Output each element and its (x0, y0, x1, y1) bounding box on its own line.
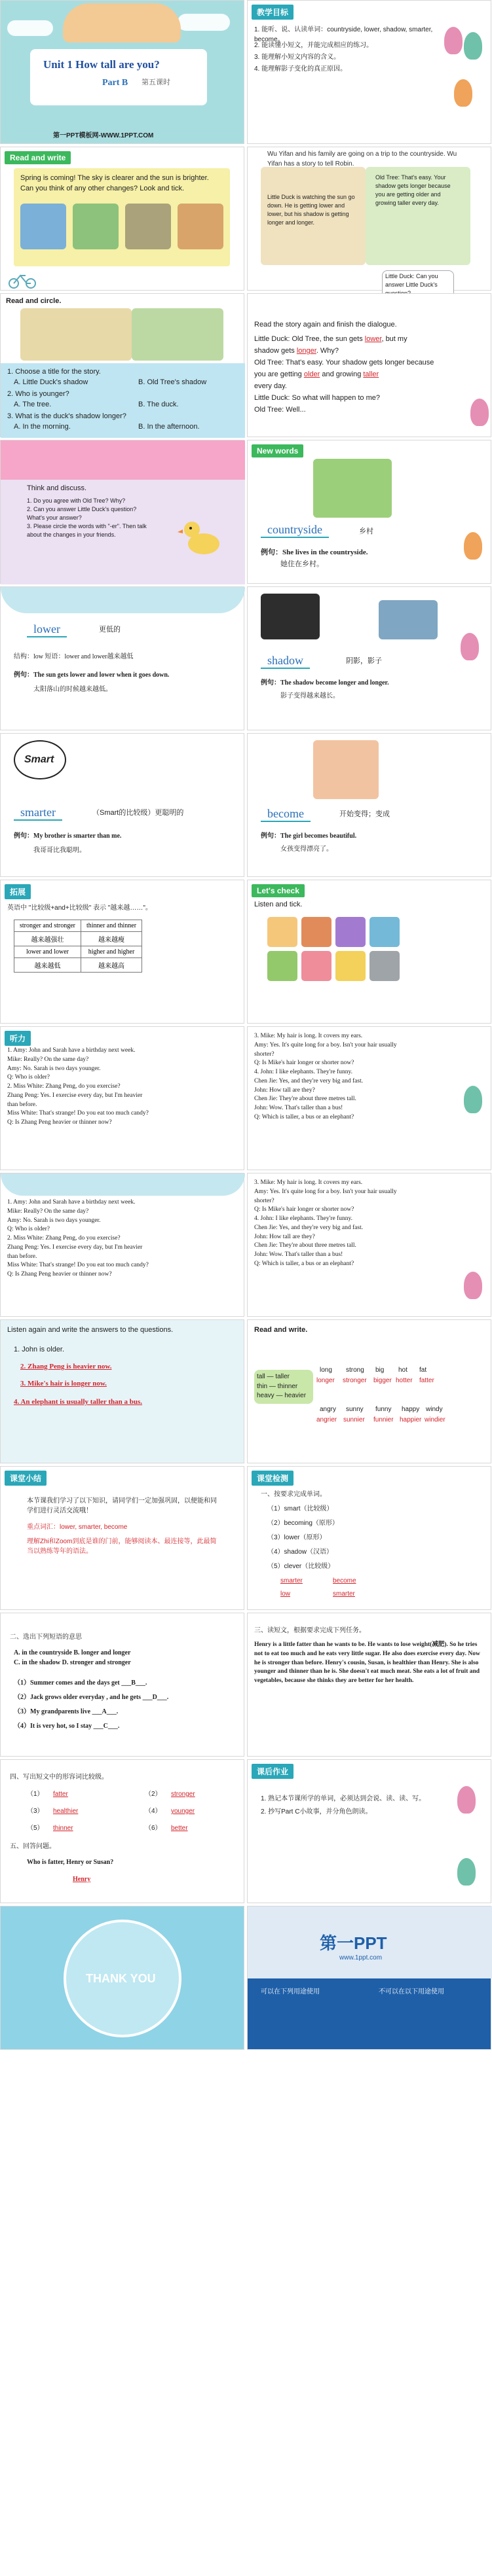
q1-a[interactable]: A. Little Duck's shadow (14, 378, 88, 386)
slide-lets-check[interactable] (247, 880, 491, 1024)
test-title: 一、按要求完成单词。 (261, 1491, 326, 1498)
example-en: 例句：The sun gets lower and lower when it goes down. (14, 671, 170, 679)
slide-title: Read and write. (254, 1326, 308, 1334)
slide-header: 听力 (5, 1031, 31, 1046)
slide-header: 教学目标 (252, 5, 293, 20)
word-shadow: shadow (261, 654, 310, 669)
homework-items: 1. 熟记本节课所学的单词，必须达到会说、读、读、写。 2. 抄写Part C小故事，并分角色朗读。 (261, 1795, 426, 1816)
picture-4 (178, 204, 223, 249)
test-blank: smarter (280, 1577, 303, 1584)
matryoshka-icon (461, 633, 479, 660)
example-cn: 她住在乡村。 (280, 560, 324, 568)
word-bot: happy (402, 1406, 420, 1413)
board-text: tall — taller thin — thinner heavy — heavier (254, 1370, 313, 1404)
photo[interactable] (267, 951, 297, 981)
dialogue-line-6: Little Duck: So what will happen to me? (254, 394, 380, 402)
table-cell: lower and lower (14, 946, 81, 958)
answer-2: 2. Zhang Peng is heavier now. (20, 1363, 112, 1370)
compare-answer: younger (171, 1808, 195, 1815)
check-instr: Listen and tick. (254, 901, 303, 908)
slide-header: 拓展 (5, 884, 31, 899)
brand-url[interactable]: www.1ppt.com (339, 1954, 383, 1961)
q3: 3. What is the duck's shadow longer? (7, 412, 126, 420)
photo[interactable] (335, 917, 366, 947)
slide-story[interactable] (247, 147, 491, 291)
word-top: hot (398, 1367, 407, 1374)
answer-1: 1. John is older. (14, 1346, 65, 1353)
slide-new-words[interactable] (247, 440, 491, 584)
story-bubble-2: Old Tree: That's easy. Your shadow gets longer because you are getting older and growing taller every day. (375, 174, 451, 207)
summary-point-2: 理解Zhi和Zoom到底是谁的门前，能够阅读本、最连接等，此最简当以熟练等年的语法。 (27, 1538, 217, 1555)
shadow-picture-2 (379, 600, 438, 639)
word-structure: 结构：low 短语：lower and lower越来越低 (14, 653, 134, 660)
q1-b[interactable]: B. Old Tree's shadow (138, 378, 207, 386)
compare-answer: better (171, 1825, 188, 1832)
objective-3: 3. 能理解小短文内容的含义。 (254, 54, 341, 61)
objective-4: 4. 能理解影子变化的真正原因。 (254, 65, 347, 73)
lesson-label: 第五课时 (142, 79, 170, 86)
cloud (178, 14, 230, 31)
answers-instr: Listen again and write the answers to the questions. (7, 1326, 174, 1334)
slide-listening-1[interactable] (0, 1026, 244, 1170)
photo[interactable] (335, 951, 366, 981)
compare-num: （5） (27, 1825, 44, 1832)
word-top-er: longer (316, 1377, 335, 1384)
word-smarter: smarter (14, 806, 62, 821)
matryoshka-icon (464, 1272, 482, 1299)
word-meaning: （Smart的比较级）更聪明的 (92, 809, 184, 817)
cloud-band (1, 587, 245, 613)
test-item: （2）becoming（原形） (267, 1520, 339, 1527)
word-bot-er: happier (400, 1416, 422, 1423)
brand-col-2: 不可以在以下用途使用 (379, 1988, 444, 1995)
word-bot: windy (426, 1406, 443, 1413)
slide-read-write-2[interactable] (247, 1319, 491, 1463)
q3-a[interactable]: A. In the morning. (14, 423, 71, 431)
slide-header: New words (252, 444, 303, 457)
word-meaning: 开始变得；变成 (339, 810, 390, 818)
compare-title: 四、写出短文中的形容词比较级。 (10, 1774, 108, 1781)
example-cn: 我哥哥比我聪明。 (33, 847, 86, 854)
word-top-er: stronger (343, 1377, 367, 1384)
slide-read-write-intro[interactable] (0, 147, 244, 291)
bicycle-icon (7, 272, 37, 289)
test-item: （4）shadow（汉语） (267, 1548, 333, 1556)
summary-point-1: 重点词汇：lower, smarter, become (27, 1524, 128, 1531)
word-countryside: countryside (261, 523, 329, 538)
picture-3 (125, 204, 171, 249)
slide-listening-3[interactable] (0, 1173, 244, 1317)
table-cell: 越来越强壮 (14, 932, 81, 946)
test-item: （5）clever（比较级） (267, 1563, 335, 1570)
objective-1: 1. 能听、说、认读单词：countryside, lower, shadow, smarter, become。 (254, 26, 433, 43)
unit-title: Unit 1 How tall are you? (43, 58, 160, 71)
reading-passage: Henry is a little fatter than he wants to be. He wants to lose weight(减肥). So he tries not to eat too much and he eats very little sugar. He also does exercise every day. Now he is stronger than before. Henry's cousin, Susan, is healthier than Henry. She is also younger and thinner than he is. She doesn't eat much meat. She eats a lot of fruit and vegetables, because she thinks they are better for her health. (254, 1641, 480, 1685)
word-bot: funny (375, 1406, 392, 1413)
word-meaning: 更低的 (99, 626, 121, 634)
dialogue-instr: Read the story again and finish the dialogue. (254, 321, 397, 329)
cloud (7, 20, 53, 36)
table-cell: higher and higher (81, 946, 142, 958)
reading-title: 三、读短文，根据要求完成下列任务。 (254, 1627, 366, 1634)
photo[interactable] (369, 917, 400, 947)
matryoshka-icon (470, 399, 489, 426)
test-blank: become (333, 1577, 356, 1584)
listening-text: 1. Amy: John and Sarah have a birthday next week. Mike: Really? On the same day? Amy: No. Sarah is two days younger. Q: Who is older? 2. Miss White: Zhang Peng, do you exercise? Zhang Peng: Yes. I exercise every day, but I'm heavier than before. Miss White: That's strange! Do you eat too much candy? Q: Is Zhang Peng heavier or thinner now? (7, 1047, 149, 1126)
photo-grid (267, 917, 400, 981)
listening-text: 3. Mike: My hair is long. It covers my ears. Amy: Yes. It's quite long for a boy. Isn't your hair usually shorter? Q: Is Mike's hair longer or shorter now? 4. John: I like elephants. They're funny. Chen Jie: Yes, and they're very big and fast. John: How tall are they? Chen Jie: They're about three metres tall. John: Wow. That's taller than a bus! Q: Which is taller, a bus or an elephant? (254, 1033, 397, 1120)
q3-b[interactable]: B. In the afternoon. (138, 423, 200, 431)
slide-read-circle[interactable] (0, 293, 244, 437)
q2: 2. Who is younger? (7, 390, 69, 398)
cover-footer: 第一PPT模板网-WWW.1PPT.COM (53, 132, 154, 139)
kids-illustration (63, 3, 181, 43)
example-cn: 女孩变得漂亮了。 (280, 846, 333, 853)
example-en: 例句：The girl becomes beautiful. (261, 832, 357, 840)
photo[interactable] (369, 951, 400, 981)
dialogue-line-2: shadow gets longer. Why? (254, 347, 339, 355)
example-en: 例句：She lives in the countryside. (261, 548, 368, 556)
expand-intro: 英语中 "比较级+and+比较级" 表示 "越来越……"。 (7, 904, 152, 912)
photo[interactable] (301, 951, 331, 981)
table-cell: 越来越高 (81, 958, 142, 973)
test-item: （1）smart（比较级） (267, 1505, 333, 1512)
slide-shadow[interactable] (247, 586, 491, 730)
word-meaning: 阴影，影子 (346, 657, 382, 665)
story-bubble-3: Little Duck: Can you answer Little Duck's (382, 270, 454, 300)
objective-2: 2. 能读懂小短文，并能完成相应的练习。 (254, 42, 373, 49)
story-intro: Wu Yifan and his family are going on a trip to the countryside. Wu Yifan has a story to tell Robin. (267, 151, 457, 168)
example-en: 例句：My brother is smarter than me. (14, 832, 122, 840)
compare-num: （4） (145, 1808, 162, 1815)
answer-q-a: Henry (73, 1876, 91, 1883)
slide-test[interactable] (247, 1466, 491, 1610)
slide-smarter[interactable] (0, 733, 244, 877)
word-top: long (320, 1367, 332, 1374)
choose-title: 二、选出下列短语的意思 (10, 1634, 82, 1641)
table-cell: stronger and stronger (14, 920, 81, 932)
photo[interactable] (267, 917, 297, 947)
matryoshka-icon (454, 79, 472, 107)
word-bot: angry (320, 1406, 337, 1413)
thank-you-text: THANK YOU (86, 1972, 156, 1985)
word-top: big (375, 1367, 385, 1374)
example-en: 例句：The shadow become longer and longer. (261, 679, 389, 687)
duck-icon (178, 512, 223, 558)
comparative-table (14, 920, 142, 973)
smart-logo: Smart (24, 754, 54, 765)
test-blank: smarter (333, 1590, 355, 1598)
test-blank: low (280, 1590, 291, 1598)
word-bot-er: angrier (316, 1416, 337, 1423)
example-cn: 影子变得越来越长。 (280, 692, 339, 700)
word-bot-er: sunnier (343, 1416, 365, 1423)
story-bubble-1: Little Duck is watching the sun go down. He is getting lower and lower, but his shadow is getting longer and longer. (267, 194, 355, 226)
matryoshka-icon (457, 1786, 476, 1814)
q2-a[interactable]: A. The tree. (14, 401, 52, 408)
slide-dialogue[interactable] (247, 293, 491, 437)
become-picture (313, 740, 379, 799)
think-items: 1. Do you agree with Old Tree? Why? 2. Can you answer Little Duck's question? What's your answer? 3. Please circle the words with "-er". Then talk about the changes in your friends. (27, 497, 147, 539)
word-bot: sunny (346, 1406, 364, 1413)
slide-brand[interactable] (247, 1906, 491, 2050)
dialogue-line-3: Old Tree: That's easy. Your shadow gets longer because (254, 359, 434, 367)
brand-logo: 第一PPT (320, 1933, 387, 1953)
slide-title: Read and circle. (6, 297, 62, 305)
example-cn: 太阳落山的时候越来越低。 (33, 686, 112, 693)
slide-header: 课后作业 (252, 1764, 293, 1779)
slide-homework[interactable] (247, 1759, 491, 1903)
answer-4: 4. An elephant is usually taller than a bus. (14, 1398, 143, 1406)
slide-expand[interactable] (0, 880, 244, 1024)
matryoshka-icon (457, 1858, 476, 1886)
slide-think[interactable] (0, 440, 244, 584)
dialogue-line-4: you are getting older and growing taller (254, 370, 379, 378)
slide-choose[interactable] (0, 1613, 244, 1757)
answer-q: Who is fatter, Henry or Susan? (27, 1859, 114, 1866)
compare-num: （3） (27, 1808, 44, 1815)
slide-write-compare[interactable] (0, 1759, 244, 1903)
slide-become[interactable] (247, 733, 491, 877)
slide-cover[interactable] (0, 0, 244, 144)
slide-header: Read and write (5, 151, 71, 164)
picture-2 (73, 204, 119, 249)
answer-q-title: 五、回答问题。 (10, 1843, 56, 1850)
matryoshka-icon (464, 32, 482, 60)
table-cell: 越来越瘦 (81, 932, 142, 946)
story-thumb (20, 308, 132, 361)
compare-answer: stronger (171, 1791, 195, 1798)
compare-answer: fatter (53, 1791, 68, 1798)
word-top-er: bigger (373, 1377, 392, 1384)
compare-num: （2） (145, 1791, 162, 1798)
cover-title-card (30, 49, 207, 105)
slide-header: 课堂小结 (5, 1471, 47, 1486)
slide-reading[interactable] (247, 1613, 491, 1757)
slide-header: Let's check (252, 884, 305, 897)
cloud-band (1, 1173, 245, 1196)
tree-thumb (132, 308, 223, 361)
dialogue-line-5: every day. (254, 382, 287, 390)
slide-lower[interactable] (0, 586, 244, 730)
part-label: Part B (102, 78, 128, 88)
word-lower: lower (27, 622, 67, 637)
matryoshka-icon (444, 27, 463, 54)
summary-text: 本节课我们学习了以下知识，请同学们一定加强巩固，以便能和同学们进行灵活交流哦！ (27, 1497, 217, 1514)
dialogue-line-1: Little Duck: Old Tree, the sun gets lower, but my (254, 335, 407, 343)
word-bot-er: funnier (373, 1416, 394, 1423)
slide-summary[interactable] (0, 1466, 244, 1610)
pink-band (1, 440, 245, 480)
photo[interactable] (301, 917, 331, 947)
q2-b[interactable]: B. The duck. (138, 401, 179, 408)
word-become: become (261, 807, 311, 822)
listening-text: 1. Amy: John and Sarah have a birthday next week. Mike: Really? On the same day? Amy: No. Sarah is two days younger. Q: Who is older? 2. Miss White: Zhang Peng, do you exercise? Zhang Peng: Yes. I exercise every day, but I'm heavier than before. Miss White: That's strange! Do you eat too much candy? Q: Is Zhang Peng heavier or thinner now? (7, 1199, 149, 1278)
think-title: Think and discuss. (27, 484, 87, 492)
answer-3: 3. Mike's hair is longer now. (20, 1380, 107, 1387)
word-top: fat (419, 1367, 427, 1374)
choose-options: A. in the countryside B. longer and longer C. in the shadow D. stronger and stronger (14, 1649, 131, 1666)
q1: 1. Choose a title for the story. (7, 368, 101, 376)
word-top: strong (346, 1367, 364, 1374)
shadow-picture-1 (261, 594, 320, 639)
choose-items: （1）Summer comes and the days get ___B___. （2）Jack grows older everyday , and he gets ___D___. （3）My grandparents live ___A___. （4）It is very hot, so I stay ___C___. (14, 1679, 169, 1730)
compare-num: （6） (145, 1825, 162, 1832)
slide-objectives[interactable] (247, 0, 491, 144)
slide-listening-4[interactable] (247, 1173, 491, 1317)
test-item: （3）lower（原形） (267, 1534, 326, 1541)
word-top-er: fatter (419, 1377, 434, 1384)
word-meaning: 乡村 (359, 528, 373, 535)
slide-thank-you[interactable] (0, 1906, 244, 2050)
word-bot-er: windier (425, 1416, 445, 1423)
picture-1 (20, 204, 66, 249)
countryside-picture (313, 459, 392, 518)
question-text: Spring is coming! The sky is clearer and the sun is brighter. Can you think of any other changes? Look and tick. (20, 174, 209, 192)
table-cell: 越来越低 (14, 958, 81, 973)
matryoshka-icon (464, 1086, 482, 1113)
compare-num: （1） (27, 1791, 44, 1798)
slide-header: 课堂检测 (252, 1471, 293, 1486)
word-top-er: hotter (396, 1377, 413, 1384)
table-cell: thinner and thinner (81, 920, 142, 932)
dialogue-line-7: Old Tree: Well... (254, 406, 306, 414)
brand-col-1: 可以在下列用途使用 (261, 1988, 320, 1995)
slide-listening-2[interactable] (247, 1026, 491, 1170)
compare-answer: thinner (53, 1825, 73, 1832)
matryoshka-icon (464, 532, 482, 560)
compare-answer: healthier (53, 1808, 79, 1815)
listening-text: 3. Mike: My hair is long. It covers my ears. Amy: Yes. It's quite long for a boy. Isn't your hair usually shorter? Q: Is Mike's hair longer or shorter now? 4. John: I like elephants. They're funny. Chen Jie: Yes, and they're very big and fast. John: How tall are they? Chen Jie: They're about three metres tall. John: Wow. That's taller than a bus! Q: Which is taller, a bus or an elephant? (254, 1179, 397, 1267)
slide-answers[interactable] (0, 1319, 244, 1463)
